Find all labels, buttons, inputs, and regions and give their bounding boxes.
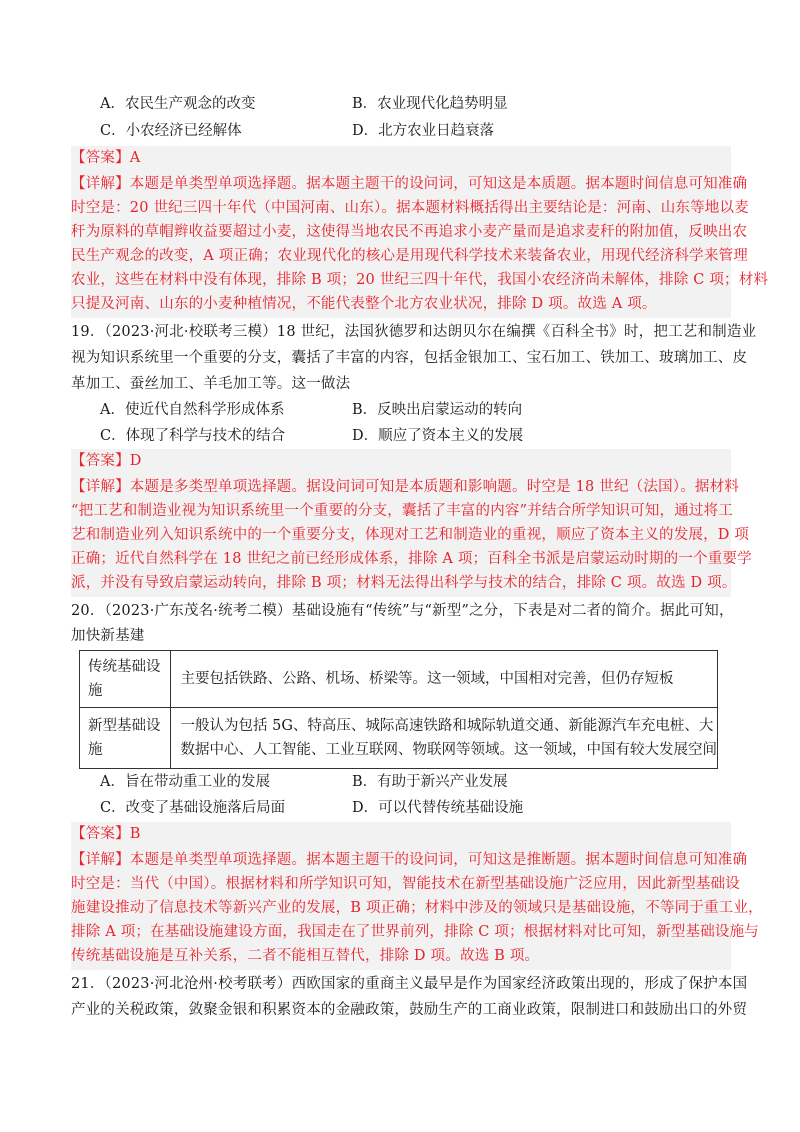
q20-option-a: A．旨在带动重工业的发展 (100, 774, 270, 790)
q18-explain-line: 农业，这些在材料中没有体现，排除 B 项；20 世纪三四十年代，我国小农经济尚未解体，排除 C 项；材料 (71, 272, 769, 288)
cell-text: 主要包括铁路、公路、机场、桥梁等。这一领域，中国相对完善，但仍存短板 (180, 671, 674, 687)
q20-option-c: C．改变了基础设施落后局面 (100, 800, 286, 816)
q20-explain-line: 排除 A 项；在基础设施建设方面，我国走在了世界前列，排除 C 项；根据材料对比可知，新型基础设施与 (71, 924, 759, 940)
q18-explain-line: 只提及河南、山东的小麦种植情况，不能代表整个北方农业状况，排除 D 项。故选 A 项。 (71, 296, 657, 312)
q20-answer: 【答案】B (71, 826, 141, 842)
q19-answer-block (71, 449, 752, 597)
q20-option-b: B．有助于新兴产业发展 (352, 774, 508, 790)
cell-text: 一般认为包括 5G、特高压、城际高速铁路和城际轨道交通、新能源汽车充电桩、大 (180, 718, 714, 734)
q18-explain-line: 时空是：20 世纪三四十年代（中国河南、山东）。据本题材料概括得出主要结论是：河南、山东等地以麦 (71, 200, 749, 216)
q19-explain-line: 正确；近代自然科学在 18 世纪之前已经形成体系，排除 A 项；百科全书派是启蒙运动时期的一个重要学 (71, 551, 752, 567)
q19-option-c: C．体现了科学与技术的结合 (100, 428, 286, 444)
q20-option-d: D．可以代替传统基础设施 (352, 800, 524, 816)
table-cell-head (80, 651, 171, 708)
q20-answer-block (71, 822, 763, 970)
q19-option-d: D．顺应了资本主义的发展 (352, 428, 524, 444)
table-row (80, 708, 718, 769)
cell-text: 施 (88, 683, 103, 699)
table-row (80, 651, 718, 708)
cell-text: 数据中心、人工智能、工业互联网、物联网等领域。这一领域，中国有较大发展空间 (180, 742, 717, 758)
q18-explain-line: 民生产观念的改变，A 项正确；农业现代化的核心是用现代科学技术来装备农业，用现代经济科学来管理 (71, 248, 748, 264)
q19-option-a: A．使近代自然科学形成体系 (100, 402, 285, 418)
q19-option-b: B．反映出启蒙运动的转向 (352, 402, 523, 418)
q21-stem-line: 21．（2023·河北沧州·校考联考）西欧国家的重商主义最早是作为国家经济政策出现的，形成了保护本国 (71, 976, 748, 992)
cell-text: 传统基础设 (88, 659, 161, 675)
q20-table (79, 650, 718, 769)
q18-option-c: C．小农经济已经解体 (100, 123, 242, 139)
q19-explain-line: 【详解】本题是多类型单项选择题。据设问词可知是本质题和影响题。时空是 18 世纪（法国）。据材料 (71, 479, 740, 495)
q18-answer-block (71, 146, 769, 318)
q19-stem-line: 革加工、蚕丝加工、羊毛加工等。这一做法 (71, 376, 351, 392)
cell-text: 施 (88, 742, 103, 758)
q20-explain-line: 【详解】本题是单类型单项选择题。据本题主题干的设问词，可知这是推断题。据本题时间信息可知准确 (71, 852, 748, 868)
q19-explain-line: 艺和制造业列入知识系统中的一个重要分支，体现对工艺和制造业的重视，顺应了资本主义的发展，D 项 (71, 527, 750, 543)
q19-explain-line: “把工艺和制造业视为知识系统里一个重要的分支，囊括了丰富的内容”并结合所学知识可知，通过将工 (71, 503, 734, 519)
q19-stem-line: 19．（2023·河北·校联考三模）18 世纪，法国狄德罗和达朗贝尔在编撰《百科全书》时，把工艺和制造业 (71, 324, 757, 340)
q18-explain-line: 秆为原料的草帽辫收益要超过小麦，这使得当地农民不再追求小麦产量而是追求麦秆的附加值，反映出农 (71, 224, 748, 240)
q18-option-d: D．北方农业日趋衰落 (352, 123, 495, 139)
q18-explain-line: 【详解】本题是单类型单项选择题。据本题主题干的设问词，可知这是本质题。据本题时间信息可知准确 (71, 176, 748, 192)
q19-explain-line: 派，并没有导致启蒙运动转向，排除 B 项；材料无法得出科学与技术的结合，排除 C 项。故选 D 项。 (71, 575, 737, 591)
table-cell-body (170, 708, 718, 769)
q18-answer: 【答案】A (71, 150, 141, 166)
table-cell-head (80, 708, 171, 769)
q20-stem-line: 20．（2023·广东茂名·统考二模）基础设施有“传统”与“新型”之分，下表是对二者的简介。据此可知， (71, 603, 734, 619)
cell-text: 新型基础设 (88, 718, 161, 734)
q18-option-a: A．农民生产观念的改变 (100, 96, 256, 112)
q20-explain-line: 传统基础设施是互补关系，二者不能相互替代，排除 D 项。故选 B 项。 (71, 948, 540, 964)
q20-stem-line: 加快新基建 (71, 628, 145, 644)
table-cell-body (170, 651, 718, 708)
q19-answer: 【答案】D (71, 453, 142, 469)
q21-stem-line: 产业的关税政策，敛聚金银和积累资本的金融政策，鼓励生产的工商业政策，限制进口和鼓励出口的外贸 (71, 1002, 748, 1018)
q19-stem-line: 视为知识系统里一个重要的分支，囊括了丰富的内容，包括金银加工、宝石加工、铁加工、玻璃加工、皮 (71, 350, 748, 366)
q18-option-b: B．农业现代化趋势明显 (352, 96, 508, 112)
q20-explain-line: 施建设推动了信息技术等新兴产业的发展，B 项正确；材料中涉及的领域只是基础设施，不等同于重工业， (71, 900, 763, 916)
q20-explain-line: 时空是：当代（中国）。根据材料和所学知识可知，智能技术在新型基础设施广泛应用，因此新型基础设 (71, 876, 740, 892)
